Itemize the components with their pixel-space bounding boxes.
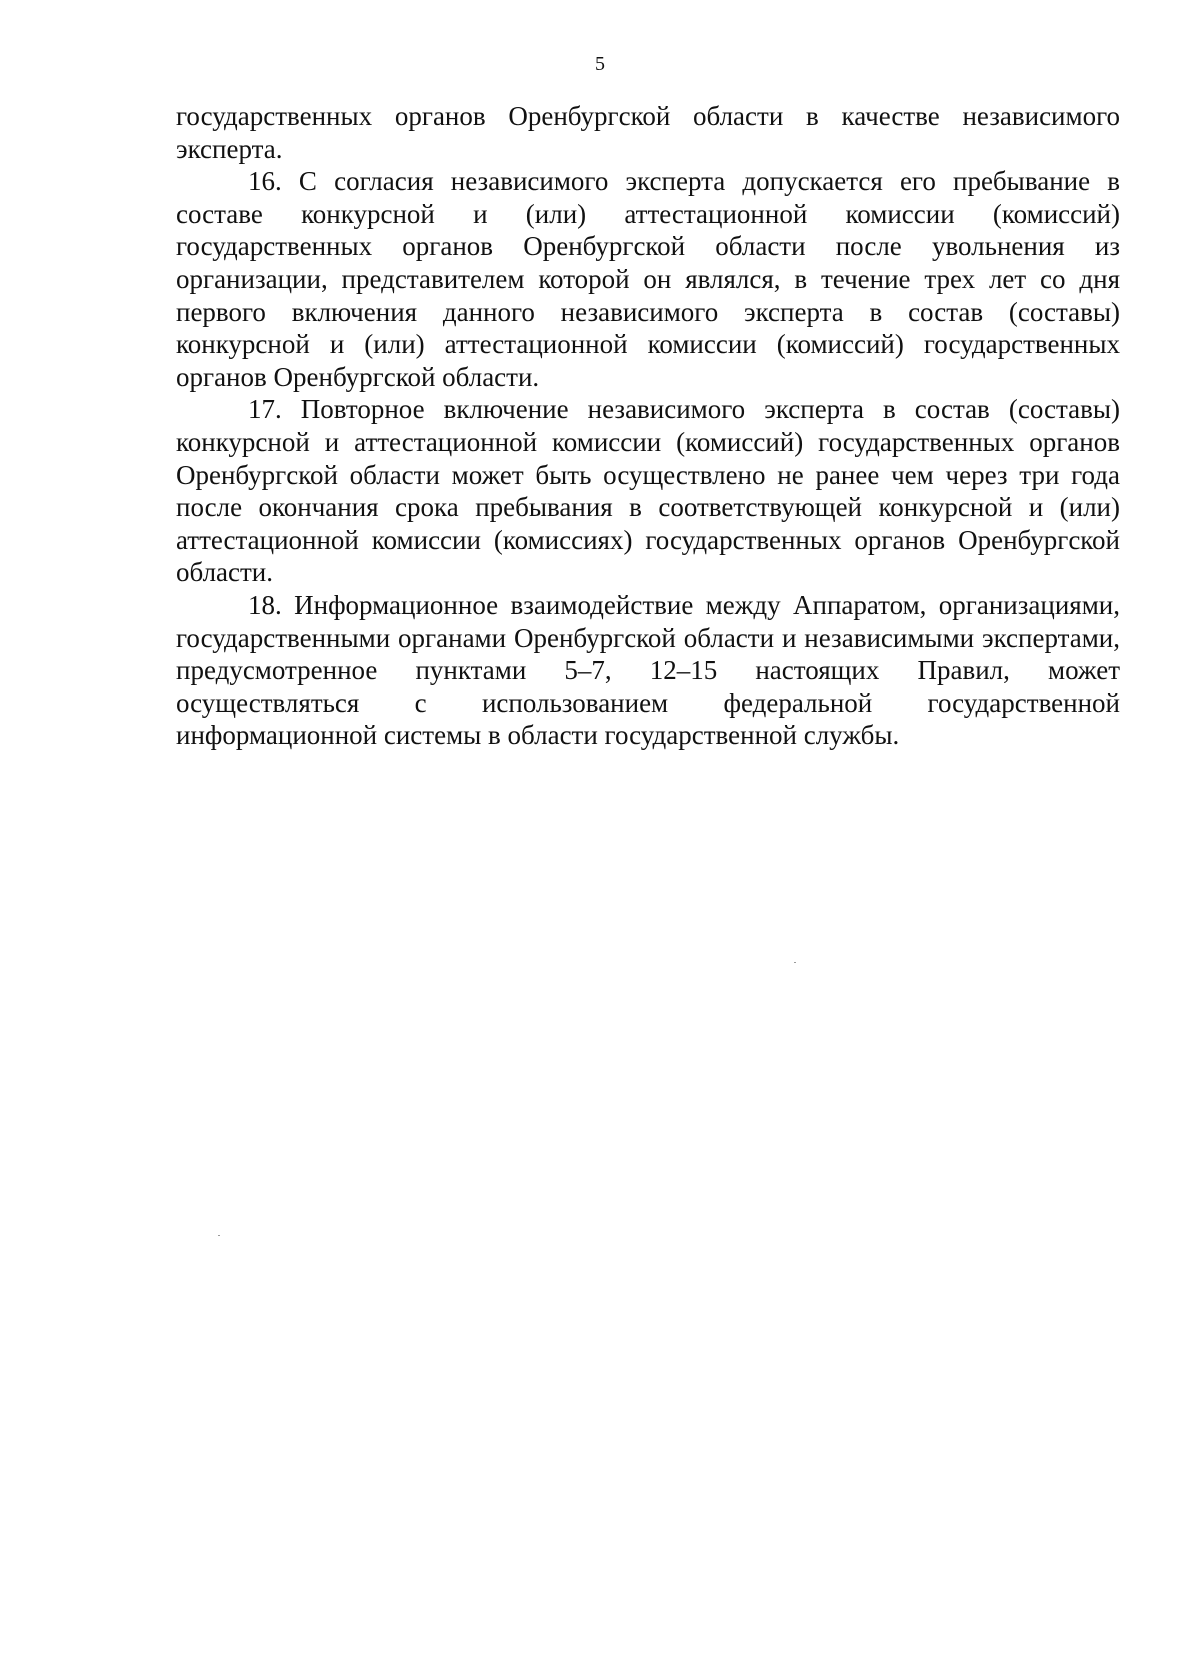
paragraph-item-18: 18. Информационное взаимодействие между Аппаратом, организациями, государственными органами Оренбургской области и независимыми экспертами, предусмотренное пунктами 5–7, 12–15 настоящих Правил, может осуществляться с использованием федеральной государственной информационной системы в области государственной службы. — [176, 589, 1120, 751]
paragraph-item-17: 17. Повторное включение независимого эксперта в состав (составы) конкурсной и аттестационной комиссии (комиссий) государственных органов Оренбургской области может быть осуществлено не ранее чем через три года после окончания срока пребывания в соответствующей конкурсной и (или) аттестационной комиссии (комиссиях) государственных органов Оренбургской области. — [176, 394, 1120, 588]
page-number: 5 — [595, 53, 605, 75]
document-body — [176, 100, 1120, 752]
paragraph-item-16: 16. С согласия независимого эксперта допускается его пребывание в составе конкурсной и (или) аттестационной комиссии (комиссий) государственных органов Оренбургской области после увольнения из организации, представителем которой он являлся, в течение трех лет со дня первого включения данного независимого эксперта в состав (составы) конкурсной и (или) аттестационной комиссии (комиссий) государственных органов Оренбургской области. — [176, 166, 1120, 392]
scan-speck — [218, 1235, 220, 1236]
paragraph-continuation: государственных органов Оренбургской области в качестве независимого эксперта. — [176, 101, 1120, 164]
scan-speck — [794, 962, 796, 963]
